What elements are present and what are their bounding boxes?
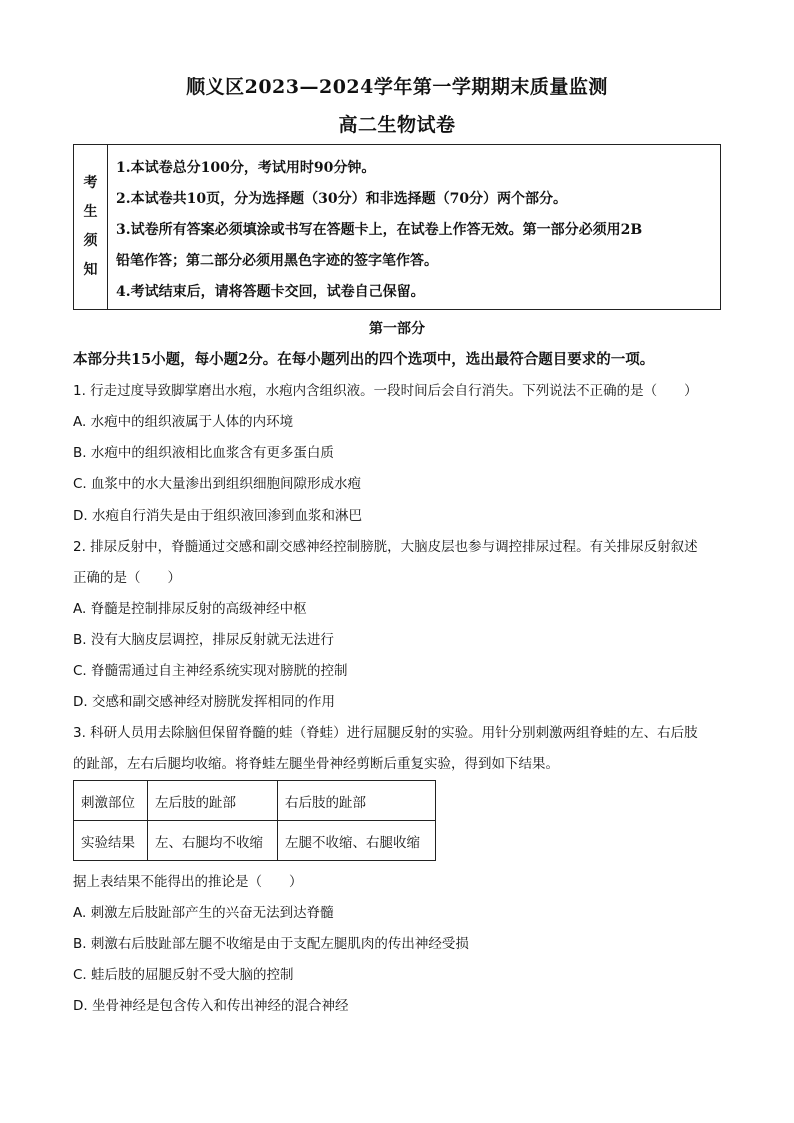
notice-item: 铅笔作答；第二部分必须用黑色字迹的签字笔作答。 [116,253,438,269]
notice-item: 2.本试卷共10页，分为选择题（30分）和非选择题（70分）两个部分。 [116,191,568,207]
question-3-option-c: C. 蛙后肢的屈腿反射不受大脑的控制 [73,967,294,983]
table-row [74,821,436,861]
table-cell: 刺激部位 [74,781,148,821]
table-row [74,781,436,821]
exam-title: 顺义区2023—2024学年第一学期期末质量监测 [186,76,608,98]
question-3-prompt: 据上表结果不能得出的推论是（ ） [73,874,303,890]
question-3-stem-line-1: 3. 科研人员用去除脑但保留脊髓的蛙（脊蛙）进行屈腿反射的实验。用针分别刺激两组脊蛙的左、右后肢 [73,725,698,741]
question-3-stem-line-2: 的趾部，左右后腿均收缩。将脊蛙左腿坐骨神经剪断后重复实验，得到如下结果。 [73,756,559,772]
notice-label-char: 生 [83,204,98,220]
notice-body [108,145,720,309]
question-1-option-b: B. 水疱中的组织液相比血浆含有更多蛋白质 [73,445,334,461]
question-2-option-b: B. 没有大脑皮层调控，排尿反射就无法进行 [73,632,334,648]
question-2-option-a: A. 脊髓是控制排尿反射的高级神经中枢 [73,601,307,617]
section-title: 第一部分 [369,321,425,337]
question-2-option-d: D. 交感和副交感神经对膀胱发挥相同的作用 [73,694,335,710]
question-2-stem-line-2: 正确的是（ ） [73,570,181,586]
notice-label [74,145,108,309]
notice-label-char: 知 [83,262,98,278]
notice-label-char: 须 [83,233,98,249]
notice-item: 4.考试结束后，请将答题卡交回，试卷自己保留。 [116,284,425,300]
question-3-option-d: D. 坐骨神经是包含传入和传出神经的混合神经 [73,998,349,1014]
experiment-result-table [73,780,436,861]
exam-subtitle: 高二生物试卷 [338,114,456,136]
section-description: 本部分共15小题，每小题2分。在每小题列出的四个选项中，选出最符合题目要求的一项。 [73,351,655,368]
exam-notice-box [73,144,721,310]
notice-label-char: 考 [83,175,98,191]
notice-item: 3.试卷所有答案必须填涂或书写在答题卡上，在试卷上作答无效。第一部分必须用2B [116,222,643,238]
table-cell: 左后肢的趾部 [148,781,278,821]
question-1-option-c: C. 血浆中的水大量渗出到组织细胞间隙形成水疱 [73,476,362,492]
question-1-option-a: A. 水疱中的组织液属于人体的内环境 [73,414,294,430]
question-1-option-d: D. 水疱自行消失是由于组织液回渗到血浆和淋巴 [73,508,362,524]
notice-item: 1.本试卷总分100分，考试用时90分钟。 [116,160,376,176]
question-1-stem: 1. 行走过度导致脚掌磨出水疱，水疱内含组织液。一段时间后会自行消失。下列说法不正确的是（ ） [73,383,698,399]
table-cell: 实验结果 [74,821,148,861]
question-2-stem-line-1: 2. 排尿反射中，脊髓通过交感和副交感神经控制膀胱，大脑皮层也参与调控排尿过程。有关排尿反射叙述 [73,539,698,555]
question-3-option-b: B. 刺激右后肢趾部左腿不收缩是由于支配左腿肌肉的传出神经受损 [73,936,469,952]
question-2-option-c: C. 脊髓需通过自主神经系统实现对膀胱的控制 [73,663,348,679]
table-cell: 左、右腿均不收缩 [148,821,278,861]
table-cell: 左腿不收缩、右腿收缩 [278,821,436,861]
table-cell: 右后肢的趾部 [278,781,436,821]
question-3-option-a: A. 刺激左后肢趾部产生的兴奋无法到达脊髓 [73,905,334,921]
